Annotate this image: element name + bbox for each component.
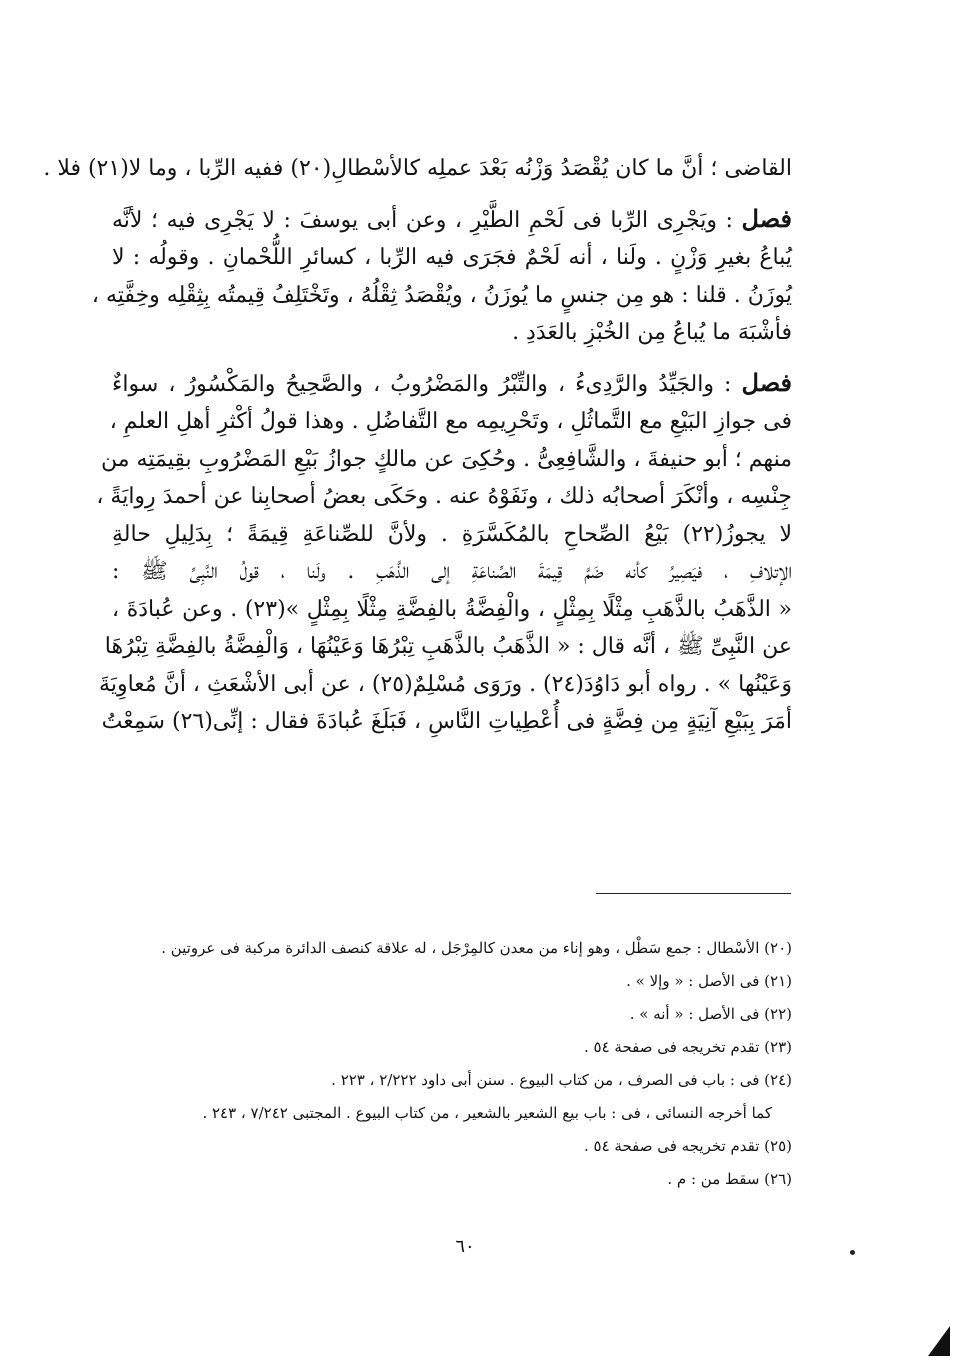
footnote: (٢٥) تقدم تخريجه فى صفحة ٥٤ .	[583, 1137, 792, 1155]
footnote: (٢٤) فى : باب فى الصرف ، من كتاب البيوع . سنن أبى داود ٢/٢٢٢ ، ٢٢٣ .	[331, 1071, 792, 1089]
text-line: فصل : والجَيِّدُ والرَّدِىءُ ، والتِّبْرُ والمَضْرُوبُ ، والصَّحِيحُ والمَكْسُورُ ، سواءٌ	[112, 367, 792, 397]
text-line: القاضى ؛ أنَّ ما كان يُقْصَدُ وَزْنُه بَعْدَ عملِه كالأسْطالِ(٢٠) ففيه الرِّبا ، وما لا(٢١) فلا .	[43, 156, 792, 181]
section-paragraph-gold-silver	[96, 364, 792, 741]
text-line: فأشْبَهَ ما يُباعُ مِن الخُبْزِ بالعَدَدِ .	[512, 320, 792, 345]
footnote: (٢١) فى الأصل : « وإلا » .	[626, 972, 792, 990]
footnote-continuation: كما أخرجه النسائى ، فى : باب بيع الشعير بالشعير ، من كتاب البيوع . المجتبى ٧/٢٤٢ ، ٢٤٣ .	[202, 1104, 772, 1122]
footnote: (٢٣) تقدم تخريجه فى صفحة ٥٤ .	[583, 1038, 792, 1056]
section-paragraph-poultry	[91, 200, 792, 352]
text-line: فى جوازِ البَيْعِ مع التَّماثُلِ ، وتَحْرِيمِه مع التَّفاضُلِ . وهذا قولُ أكْثرِ أهلِ العلمِ ،	[109, 409, 792, 434]
footnote-divider	[596, 893, 791, 894]
text-line: فصل : ويَجْرِى الرِّبا فى لَحْمِ الطَّيْرِ ، وعن أبى يوسفَ : لا يَجْرِى فيه ؛ لأنَّه	[112, 203, 792, 233]
page-number: ٦٠	[455, 1236, 475, 1257]
text-line: يُوزَنُ . قلنا : هو مِن جنسٍ ما يُوزَنُ ، ويُقْصَدُ ثِقْلُهُ ، وتَخْتَلِفُ قِيمتُه بِثِقْلِه وخِفَّتِه ،	[91, 282, 792, 308]
text-line: « الذَّهَبُ بالذَّهَبِ مِثْلًا بِمِثْلٍ ، والْفِضَّةُ بالفِضَّةِ مِثْلًا بِمِثْلٍ »(٢٣) . وعن عُبادَةَ ،	[112, 596, 792, 622]
text-line: يُباعُ بغيرِ وَزْنٍ . ولَنا ، أنه لَحْمٌ فجَرَى فيه الرِّبا ، كسائرِ اللُّحْمانِ . وقولُه : لا	[112, 245, 792, 270]
corner-scan-mark	[928, 1326, 950, 1356]
text-line: جِنْسِه ، وأنْكَرَ أصحابُه ذلك ، ونَفَوْهُ عنه . وحَكَى بعضُ أصحابِنا عن أحمدَ رِوايَةً ،	[96, 484, 792, 509]
footnotes	[112, 932, 792, 1196]
text-line: الإتلافِ ، فيَصِيرُ كأنه ضَمَّ قِيمَةَ الصِّناعَةِ إلى الذَّهَبِ . ولَنا ، قولُ النَّبِىِّ ﷺ :	[112, 559, 792, 584]
footnote: (٢٠) الأسْطال : جمع سَطْل ، وهو إناء من معدن كالمِرْجَل ، له علاقة كنصف الدائرة مركبة فى عروتين .	[161, 939, 792, 957]
opening-paragraph	[43, 150, 792, 188]
main-text	[43, 150, 792, 741]
text-line: أمَرَ بِبَيْعِ آنِيَةٍ مِن فِضَّةٍ فى أُعْطِياتِ النَّاسِ ، فَبَلَغَ عُبادَةَ فقال : إنِّى(٢٦) سَمِعْتُ	[101, 709, 792, 734]
section-heading: فصل	[741, 203, 792, 233]
footnote: (٢٢) فى الأصل : « أنه » .	[629, 1005, 792, 1023]
text-line: منهم ؛ أبو حنيفةَ ، والشَّافِعِىُّ . وحُكِىَ عن مالكٍ جوازُ بَيْعِ المَضْرُوبِ بقِيمَتِه من	[101, 446, 792, 472]
text-line: وَعَيْنُها » . رواه أبو دَاوُدَ(٢٤) . ورَوَى مُسْلِمٌ(٢٥) ، عن أبى الأشْعَثِ ، أنَّ مُعاوِيَةَ	[99, 671, 792, 697]
text-line: لا يجوزُ(٢٢) بَيْعُ الصِّحاحِ بالمُكَسَّرَةِ . ولأنَّ للصِّناعَةِ قِيمَةً ؛ بِدَلِيلِ حالةِ	[112, 521, 792, 547]
section-heading: فصل	[741, 367, 792, 397]
text-line: عن النَّبِىِّ ﷺ ، أنَّه قال : « الذَّهَبُ بالذَّهَبِ تِبْرُهَا وَعَيْنُهَا ، وَالْفِضَّةُ بالفِضَّةِ تِبْرُهَا	[104, 634, 792, 659]
footnote: (٢٦) سقط من : م .	[667, 1170, 792, 1188]
margin-dot	[850, 1250, 855, 1255]
